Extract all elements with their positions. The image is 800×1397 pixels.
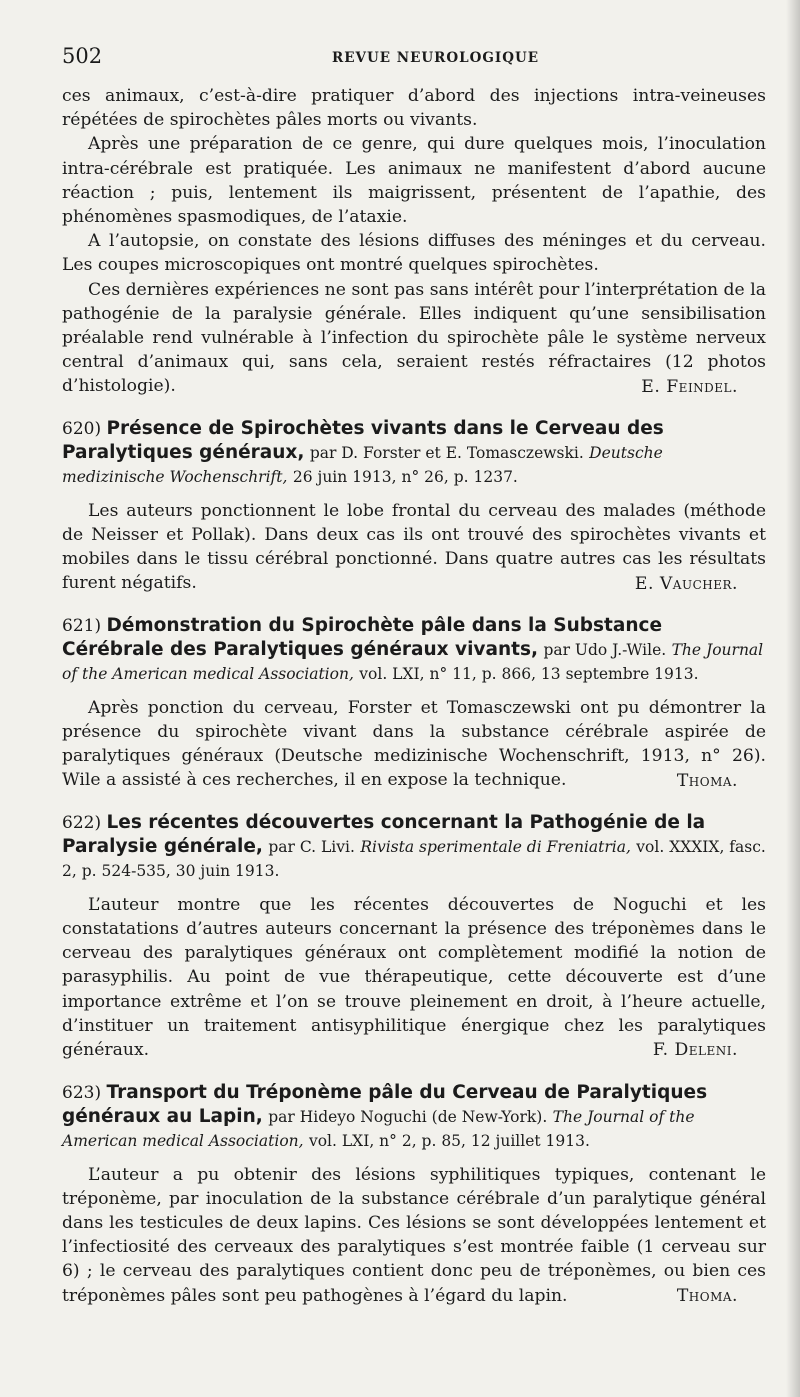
entry-number: 623) <box>62 1082 102 1103</box>
entry-journal: Deutsche medizinische Wochenschrift, <box>62 443 663 486</box>
abstract-entry-621 <box>62 614 766 793</box>
entry-reference: vol. LXI, n° 11, p. 866, 13 septembre 1913. <box>359 664 699 683</box>
intro-paragraph-1: ces animaux, c’est-à-dire pratiquer d’abord des injections intra-veineuses répétées de spirochètes pâles morts ou vivants. <box>62 86 766 131</box>
entry-number: 621) <box>62 615 102 636</box>
entry-journal: The Journal of the American medical Association, <box>62 1107 695 1150</box>
entry-text: L’auteur montre que les récentes découvertes de Noguchi et les constatations d’autres auteurs concernant la présence des tréponèmes dans le cerveau des paralytiques généraux ont complètement modifié la notion de parasyphilis. Au point de vue thérapeutique, cette découverte est d’une importance extrême et l’on se trouve pleinement en droit, à l’heure actuelle, d’instituer un traitement antisyphilitique énergique chez les paralytiques généraux. <box>62 894 766 1061</box>
entry-authors: par Udo J.-Wile. <box>543 640 667 659</box>
page-header <box>62 44 770 74</box>
entry-number: 620) <box>62 418 102 439</box>
entry-title: Présence de Spirochètes vivants dans le Cerveau des Paralytiques généraux, <box>62 417 664 463</box>
entry-reference: vol. XXXIX, fasc. 2, p. 524-535, 30 juin 1913. <box>62 837 766 880</box>
signature: Thoma. <box>676 1285 738 1306</box>
abstract-entry-623 <box>62 1081 766 1308</box>
signature: E. Vaucher. <box>634 573 738 594</box>
entry-number: 622) <box>62 812 102 833</box>
entry-text: Les auteurs ponctionnent le lobe frontal du cerveau des malades (méthode de Neisser et Pollak). Dans deux cas ils ont trouvé des spirochètes vivants et mobiles dans le tissu cérébral ponctionné. Dans quatre autres cas les résultats furent négatifs. <box>62 500 766 594</box>
entry-heading <box>62 1081 766 1153</box>
entry-heading <box>62 614 766 686</box>
entry-title: Transport du Tréponème pâle du Cerveau de Paralytiques généraux au Lapin, <box>62 1081 708 1127</box>
entry-text: L’auteur a pu obtenir des lésions syphilitiques typiques, contenant le tréponème, par inoculation de la substance cérébrale d’un paralytique général dans les testicules de deux lapins. Ces lésions se sont développées lentement et l’infectiosité des cerveaux des paralytiques s’est montrée faible (1 cerveau sur 6) ; le cerveau des paralytiques contient donc peu de tréponèmes, ou bien ces tréponèmes pâles sont peu pathogènes à l’égard du lapin. <box>62 1164 766 1306</box>
signature: F. Deleni. <box>652 1040 738 1061</box>
entry-reference: 26 juin 1913, n° 26, p. 1237. <box>292 467 518 486</box>
entry-authors: par D. Forster et E. Tomasczewski. <box>309 443 584 462</box>
intro-paragraph-2: Après une préparation de ce genre, qui dure quelques mois, l’inoculation intra-cérébrale est pratiquée. Les animaux ne manifestent d’abord aucune réaction ; puis, lentement ils maigrissent, présentent de l’apathie, des phénomènes spasmodiques, de l’ataxie. <box>62 134 766 228</box>
entry-text: Après ponction du cerveau, Forster et Tomasczewski ont pu démontrer la présence du spirochète vivant dans la substance cérébrale aspirée de paralytiques généraux (Deutsche medizinische Wochenschrift, 1913, n° 26). Wile a assisté à ces recherches, il en expose la technique. <box>62 697 766 791</box>
page-gutter-shadow <box>786 0 800 1397</box>
entry-journal: Rivista sperimentale di Freniatria, <box>360 837 631 856</box>
entry-reference: vol. LXI, n° 2, p. 85, 12 juillet 1913. <box>308 1131 590 1150</box>
entry-title: Démonstration du Spirochète pâle dans la Substance Cérébrale des Paralytiques généraux vivants, <box>62 614 663 660</box>
entry-heading <box>62 417 766 489</box>
signature: Thoma. <box>676 770 738 791</box>
page-content <box>62 84 766 1308</box>
intro-paragraph-4: Ces dernières expériences ne sont pas sans intérêt pour l’interprétation de la pathogénie de la paralysie générale. Elles indiquent qu’une sensibilisation préalable rend vulnérable à l’infection du spirochète pâle le système nerveux central d’animaux qui, sans cela, seraient restés réfractaires (12 photos d’histologie). <box>62 279 766 397</box>
abstract-entry-620 <box>62 417 766 596</box>
running-title: REVUE NEUROLOGIQUE <box>332 50 540 66</box>
entry-authors: par Hideyo Noguchi (de New-York). <box>268 1107 548 1126</box>
abstract-entry-622 <box>62 811 766 1063</box>
entry-title: Les récentes découvertes concernant la Pathogénie de la Paralysie générale, <box>62 811 706 857</box>
entry-authors: par C. Livi. <box>268 837 355 856</box>
signature: E. Feindel. <box>641 376 738 397</box>
entry-journal: The Journal of the American medical Association, <box>62 640 764 683</box>
entry-heading <box>62 811 766 883</box>
page-number: 502 <box>62 44 103 68</box>
intro-paragraph-3: A l’autopsie, on constate des lésions diffuses des méninges et du cerveau. Les coupes microscopiques ont montré quelques spirochètes. <box>62 231 766 276</box>
